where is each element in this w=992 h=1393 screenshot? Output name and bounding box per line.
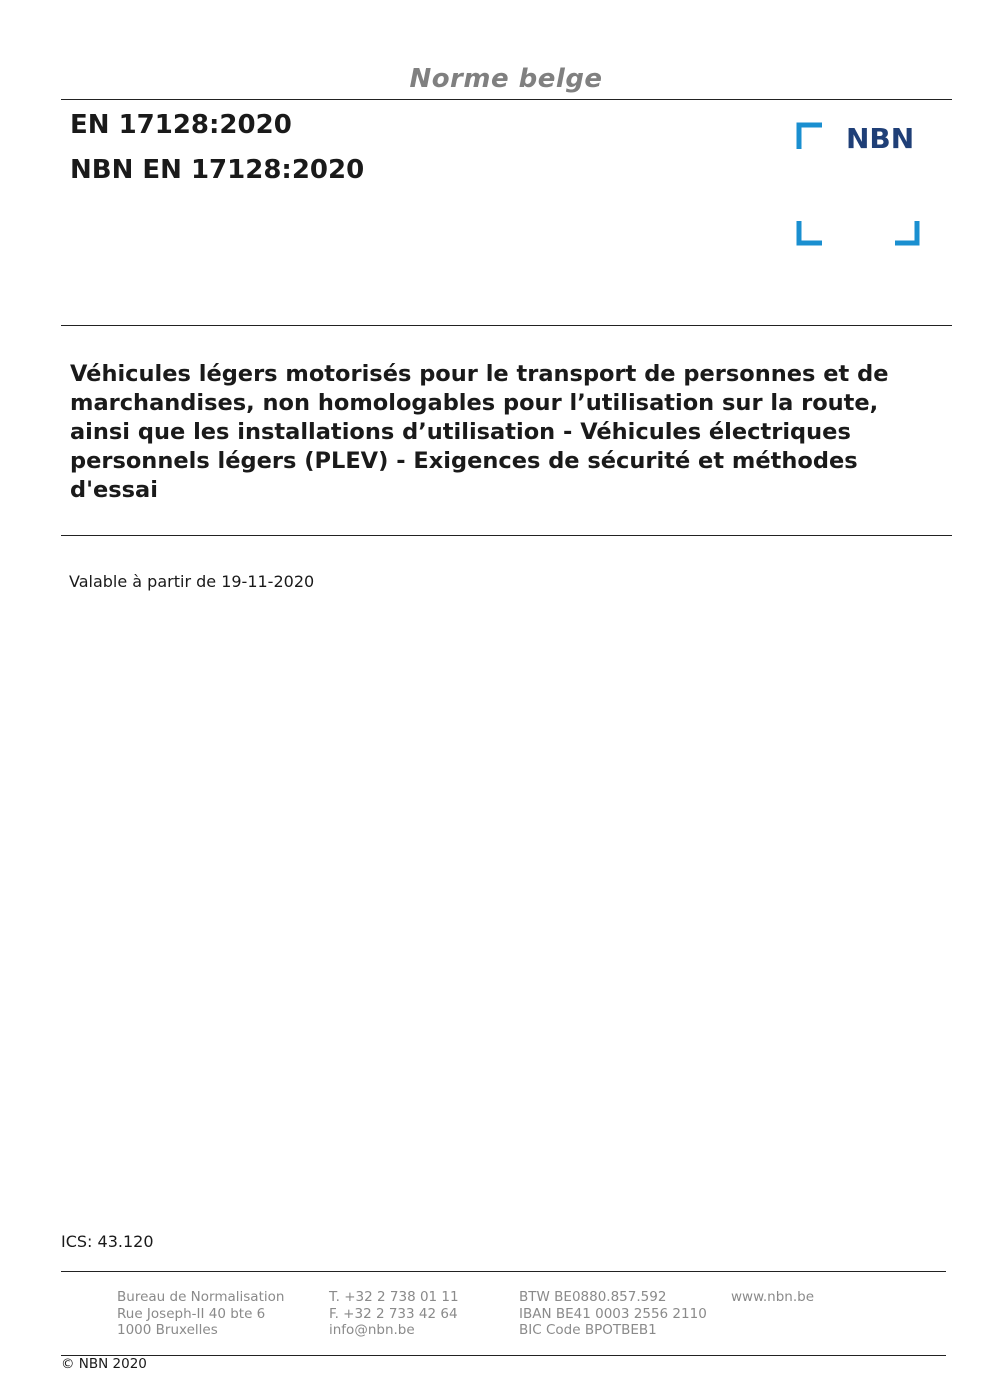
document-title: Véhicules légers motorisés pour le transport de personnes et de marchandises, non homologables pour l’utilisation sur la route, ainsi que les installations d’utilisation - Véhicules électriques personnels légers (PLEV) - Exigences de sécurité et méthodes d'essai — [70, 361, 889, 503]
copyright-notice: © NBN 2020 — [61, 1356, 147, 1372]
fax-number: F. +32 2 733 42 64 — [329, 1305, 458, 1322]
address-line: Rue Joseph-II 40 bte 6 — [117, 1305, 266, 1322]
document-type-label: Norme belge — [409, 64, 603, 94]
logo-text: NBN — [846, 122, 915, 155]
logo-corner-top-left — [799, 125, 822, 149]
footer-website — [731, 1289, 814, 1306]
nbn-logo — [796, 122, 922, 248]
email-link[interactable]: info@nbn.be — [329, 1322, 415, 1338]
address-line: 1000 Bruxelles — [117, 1322, 218, 1338]
footer-bank — [519, 1289, 707, 1339]
title-top-rule — [61, 325, 952, 326]
vat-number: BTW BE0880.857.592 — [519, 1289, 667, 1305]
footer-bottom-rule — [61, 1355, 946, 1356]
footer-contact — [329, 1289, 459, 1339]
address-line: Bureau de Normalisation — [117, 1289, 285, 1305]
en-standard-code: EN 17128:2020 — [70, 110, 292, 140]
phone-number: T. +32 2 738 01 11 — [329, 1289, 459, 1305]
logo-corner-bottom-right — [895, 221, 917, 243]
title-bottom-rule — [61, 535, 952, 536]
ics-code: ICS: 43.120 — [61, 1232, 154, 1251]
logo-corner-bottom-left — [799, 221, 822, 243]
bic-code: BIC Code BPOTBEB1 — [519, 1322, 657, 1338]
top-rule — [61, 99, 952, 100]
footer-address — [117, 1289, 284, 1339]
validity-date: Valable à partir de 19-11-2020 — [69, 572, 315, 591]
iban-number: IBAN BE41 0003 2556 2110 — [519, 1305, 707, 1322]
footer-top-rule — [61, 1271, 946, 1272]
nbn-standard-code: NBN EN 17128:2020 — [70, 155, 365, 185]
website-link[interactable]: www.nbn.be — [731, 1289, 815, 1305]
